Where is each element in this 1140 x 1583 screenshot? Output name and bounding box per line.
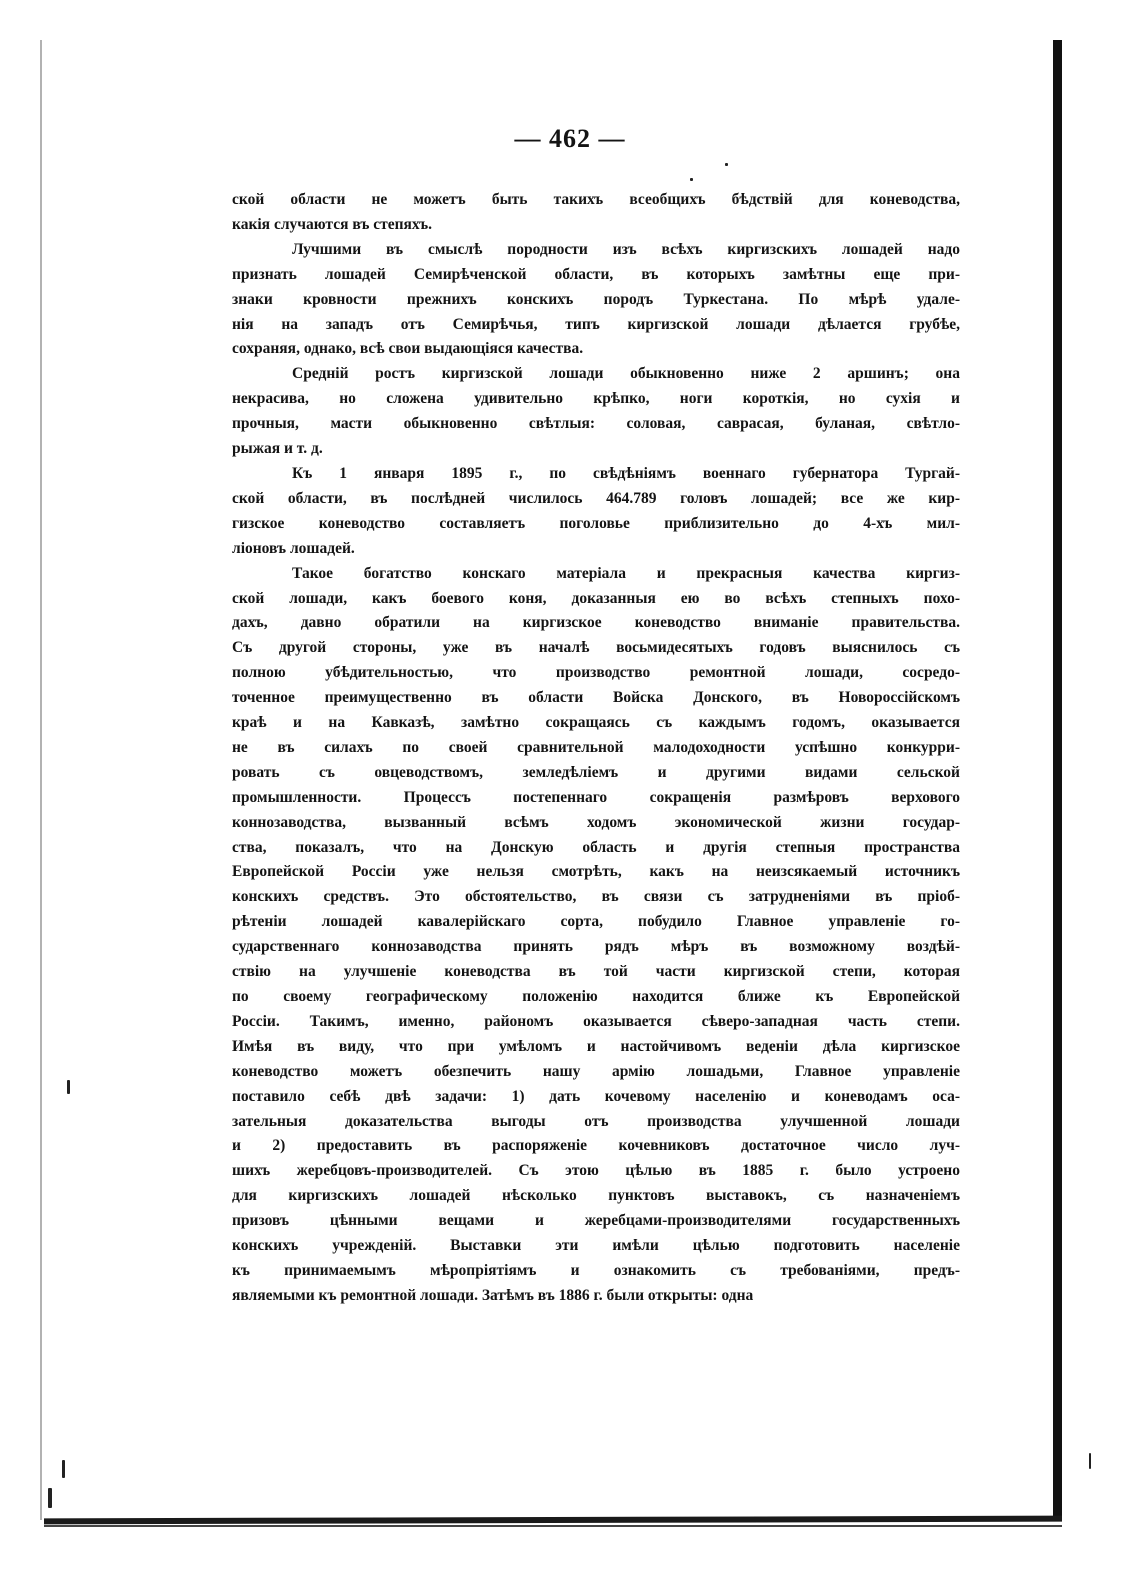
text-line: Средній ростъ киргизской лошади обыкновенно ниже 2 аршинъ; она xyxy=(292,365,960,383)
text-line: поставило себѣ двѣ задачи: 1) дать кочевому населенію и коневодамъ оса- xyxy=(232,1087,960,1105)
scan-speck xyxy=(1089,1453,1091,1469)
text-line: краѣ и на Кавказѣ, замѣтно сокращаясь съ каждымъ годомъ, оказывается xyxy=(232,714,960,732)
page-number: — 462 — xyxy=(514,124,626,153)
paragraph xyxy=(232,238,960,363)
text-line: Такое богатство конскаго матеріала и прекрасныя качества киргиз- xyxy=(292,564,960,582)
text-line: Съ другой стороны, уже въ началѣ восьмидесятыхъ годовъ выяснилось съ xyxy=(232,639,960,657)
text-line: ства, показалъ, что на Донскую область и другія степныя пространства xyxy=(232,838,960,856)
text-line: Европейской Россіи уже нельзя смотрѣть, какъ на неизсякаемый источникъ xyxy=(232,863,960,881)
text-line: рыжая и т. д. xyxy=(232,440,323,458)
scan-speck xyxy=(725,163,728,166)
scan-speck xyxy=(690,178,693,181)
text-line: являемыми къ ремонтной лошади. Затѣмъ въ 1886 г. были открыты: одна xyxy=(232,1286,754,1304)
text-line: для киргизскихъ лошадей нѣсколько пунктовъ выставокъ, съ назначеніемъ xyxy=(232,1187,960,1205)
bottom-scan-rule-thin xyxy=(44,1525,1062,1527)
text-line: гизское коневодство составляетъ поголовье приблизительно до 4-хъ мил- xyxy=(232,514,960,532)
text-line: какія случаются въ степяхъ. xyxy=(232,215,433,233)
bottom-scan-rule xyxy=(44,1516,1062,1525)
paragraph xyxy=(232,462,960,562)
text-line: коневодство можетъ обезпечить нашу армію лошадьми, Главное управленіе xyxy=(232,1062,960,1080)
text-line: ліоновъ лошадей. xyxy=(232,539,355,557)
text-line: Имѣя въ виду, что при умѣломъ и настойчивомъ веденіи дѣла киргизское xyxy=(232,1037,960,1055)
text-line: признать лошадей Семирѣченской области, въ которыхъ замѣтны еще при- xyxy=(232,265,960,283)
text-line: рѣтеніи лошадей кавалерійскаго сорта, побудило Главное управленіе го- xyxy=(232,913,960,931)
text-line: полною убѣдительностью, что производство ремонтной лошади, сосредо- xyxy=(232,664,960,682)
text-line: знаки кровности прежнихъ конскихъ породъ Туркестана. По мѣрѣ удале- xyxy=(232,290,960,308)
text-line: ской области, въ послѣдней числилось 464.789 головъ лошадей; все же кир- xyxy=(232,489,960,507)
paragraph xyxy=(232,362,960,462)
text-line: промышленности. Процессъ постепеннаго сокращенія размѣровъ верхового xyxy=(232,788,960,806)
text-line: конскихъ учрежденій. Выставки эти имѣли цѣлью подготовить населеніе xyxy=(232,1237,960,1255)
text-line: некрасива, но сложена удивительно крѣпко, ноги короткія, но сухія и xyxy=(232,390,960,408)
text-line: по своему географическому положенію находится ближе къ Европейской xyxy=(232,988,960,1005)
text-line: Россіи. Такимъ, именно, райономъ оказывается сѣверо-западная часть степи. xyxy=(232,1012,960,1030)
text-line: ской области не можетъ быть такихъ всеобщихъ бѣдствій для коневодства, xyxy=(232,191,960,208)
text-line: нія на западъ отъ Семирѣчья, типъ киргизской лошади дѣлается грубѣе, xyxy=(232,315,960,333)
scan-speck xyxy=(67,1080,70,1094)
text-line: Лучшими въ смыслѣ породности изъ всѣхъ киргизскихъ лошадей надо xyxy=(292,240,960,258)
text-line: дахъ, давно обратили на киргизское коневодство вниманіе правительства. xyxy=(232,614,960,632)
text-line: ствію на улучшеніе коневодства въ той части киргизской степи, которая xyxy=(232,963,960,981)
text-line: шихъ жеребцовъ-производителей. Съ этою цѣлью въ 1885 г. было устроено xyxy=(232,1162,960,1180)
paragraph xyxy=(232,562,960,1309)
scan-speck xyxy=(62,1460,65,1478)
text-line: не въ силахъ по своей сравнительной малодоходности успѣшно конкурри- xyxy=(232,738,960,756)
body-text xyxy=(232,188,960,1309)
text-line: призовъ цѣнными вещами и жеребцами-производителями государственныхъ xyxy=(232,1212,960,1230)
text-line: конскихъ средствъ. Это обстоятельство, въ связи съ затрудненіями въ пріоб- xyxy=(232,888,960,906)
text-line: ской лошади, какъ боевого коня, доказанныя ею во всѣхъ степныхъ похо- xyxy=(232,589,960,607)
text-line: къ принимаемымъ мѣропріятіямъ и ознакомить съ требованіями, предъ- xyxy=(232,1261,960,1279)
paragraph xyxy=(232,188,960,238)
scan-speck xyxy=(48,1488,52,1508)
text-line: сохраняя, однако, всѣ свои выдающіяся качества. xyxy=(232,340,584,358)
left-scan-edge xyxy=(40,40,42,1520)
text-line: сударственнаго коннозаводства принять рядъ мѣръ въ возможному воздѣй- xyxy=(232,938,960,956)
text-line: прочныя, масти обыкновенно свѣтлыя: соловая, саврасая, буланая, свѣтло- xyxy=(232,415,960,433)
text-line: коннозаводства, вызванный всѣмъ ходомъ экономической жизни государ- xyxy=(232,813,960,831)
text-line: точенное преимущественно въ области Войска Донского, въ Новороссійскомъ xyxy=(232,689,960,707)
text-line: Къ 1 января 1895 г., по свѣдѣніямъ военнаго губернатора Тургай- xyxy=(292,464,960,482)
text-line: и 2) предоставить въ распоряженіе кочевниковъ достаточное число луч- xyxy=(232,1137,960,1155)
text-line: зательныя доказательства выгоды отъ производства улучшенной лошади xyxy=(232,1112,960,1130)
right-scan-edge xyxy=(1053,40,1062,1520)
text-line: ровать съ овцеводствомъ, земледѣліемъ и другими видами сельской xyxy=(232,763,960,781)
